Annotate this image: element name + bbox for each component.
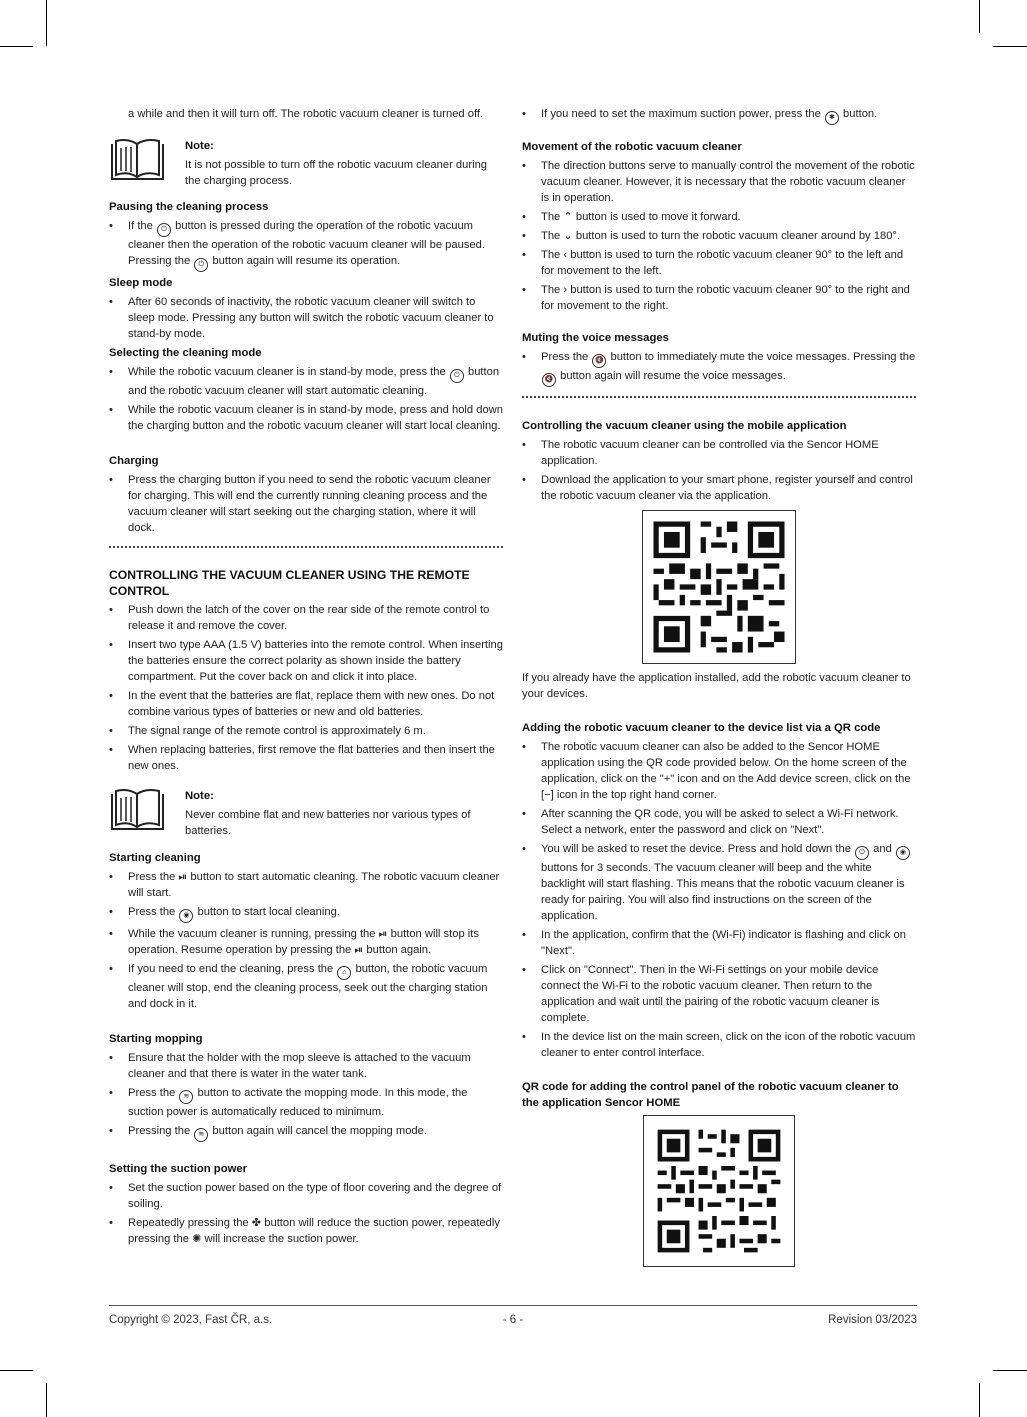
list-item bbox=[109, 294, 503, 342]
crop-mark bbox=[979, 1383, 980, 1417]
left-column bbox=[109, 106, 503, 1250]
list-item-text: Push down the latch of the cover on the rear side of the remote control to release it and remove the cover. bbox=[128, 604, 490, 632]
note-text: Never combine flat and new batteries nor various types of batteries. bbox=[185, 809, 471, 837]
list-item bbox=[522, 806, 916, 838]
section-title: Starting mopping bbox=[109, 1033, 203, 1045]
bullet: • bbox=[109, 604, 113, 616]
bullet: • bbox=[109, 404, 113, 416]
crop-mark bbox=[993, 46, 1027, 47]
bullet: • bbox=[522, 351, 526, 363]
footer-copyright: Copyright © 2023, Fast ČR, a.s. bbox=[109, 1314, 273, 1326]
power-icon: ⏻ bbox=[855, 846, 869, 860]
list-item-text: After scanning the QR code, you will be asked to select a Wi-Fi network. Select a network, enter the password and click on "Next". bbox=[541, 808, 899, 836]
mute-icon: 🔇 bbox=[592, 354, 606, 368]
list-item-text: While the vacuum cleaner is running, pressing the ⏯ button will stop its operation. Resume operation by pressing the ⏯ button again. bbox=[128, 928, 479, 956]
fan-max-icon: ✺ bbox=[192, 1233, 202, 1245]
paragraph-text: If you already have the application installed, add the robotic vacuum cleaner to your devices. bbox=[522, 672, 911, 700]
list-item bbox=[109, 602, 503, 634]
local-clean-icon: ◉ bbox=[179, 909, 193, 923]
list-item bbox=[522, 247, 916, 279]
note-box bbox=[109, 788, 503, 839]
list-item bbox=[109, 472, 503, 536]
bullet: • bbox=[522, 439, 526, 451]
list-item bbox=[522, 927, 916, 959]
bullet: • bbox=[109, 690, 113, 702]
section-title: Selecting the cleaning mode bbox=[109, 347, 262, 359]
section-title: Adding the robotic vacuum cleaner to the device list via a QR code bbox=[522, 722, 881, 734]
bullet: • bbox=[522, 230, 526, 242]
bullet: • bbox=[109, 725, 113, 737]
bullet: • bbox=[109, 639, 113, 651]
bullet: • bbox=[109, 871, 113, 883]
bullet: • bbox=[522, 741, 526, 753]
list-item-text: While the robotic vacuum cleaner is in stand-by mode, press and hold down the charging button and the robotic vacuum cleaner will start local cleaning. bbox=[128, 404, 503, 432]
list-item-text: Set the suction power based on the type of floor covering and the degree of soiling. bbox=[128, 1182, 502, 1210]
qr-code-app[interactable] bbox=[642, 510, 796, 664]
list-item-text: The signal range of the remote control is approximately 6 m. bbox=[128, 725, 426, 737]
section-title: Movement of the robotic vacuum cleaner bbox=[522, 141, 742, 153]
list-item bbox=[109, 1050, 503, 1082]
list-item-text: The ⌃ button is used to move it forward. bbox=[541, 211, 741, 223]
list-item bbox=[522, 472, 916, 504]
bullet: • bbox=[109, 744, 113, 756]
section-title: Charging bbox=[109, 455, 159, 467]
bullet: • bbox=[522, 284, 526, 296]
crop-mark bbox=[46, 0, 47, 46]
list-item-text: The ‹ button is used to turn the robotic vacuum cleaner 90° to the left and for movement to the left. bbox=[541, 249, 904, 277]
list-item bbox=[522, 1029, 916, 1061]
list-item-text: Download the application to your smart phone, register yourself and control the robotic vacuum cleaner via the application. bbox=[541, 474, 913, 502]
crop-mark bbox=[979, 0, 980, 33]
footer-divider bbox=[109, 1305, 917, 1306]
list-item bbox=[522, 282, 916, 314]
mop-icon: ≋ bbox=[179, 1090, 193, 1104]
bullet: • bbox=[522, 160, 526, 172]
crop-mark bbox=[0, 1370, 33, 1371]
bullet: • bbox=[522, 843, 526, 855]
list-item-text: In the event that the batteries are flat, replace them with new ones. Do not combine various types of batteries or new and old batteries. bbox=[128, 690, 495, 718]
list-item bbox=[109, 926, 503, 958]
local-clean-icon: ◉ bbox=[896, 846, 910, 860]
list-item-text: The › button is used to turn the robotic vacuum cleaner 90° to the right and for movement to the right. bbox=[541, 284, 910, 312]
bullet: • bbox=[109, 296, 113, 308]
bullet: • bbox=[109, 1087, 113, 1099]
bullet: • bbox=[109, 366, 113, 378]
list-item bbox=[109, 1180, 503, 1212]
note-title: Note: bbox=[185, 790, 214, 802]
bullet: • bbox=[109, 1125, 113, 1137]
list-item bbox=[109, 402, 503, 434]
list-item-text: The robotic vacuum cleaner can be controlled via the Sencor HOME application. bbox=[541, 439, 879, 467]
list-item: • If the ⏻ button is pressed during the operation of the robotic vacuum cleaner then the operation of the robotic vacuum cleaner will be paused. Pressing the ⏻ button again will resume its operation. bbox=[109, 218, 503, 272]
section-title: Pausing the cleaning process bbox=[109, 201, 269, 213]
list-item: • You will be asked to reset the device. Press and hold down the ⏻ and ◉ buttons for 3 seconds. The vacuum cleaner will beep and the white backlight will start flashing. This means that the robotic vacuum cleaner is ready for pairing. You will also find instructions on the screen of the application. bbox=[522, 841, 916, 924]
bullet: • bbox=[522, 964, 526, 976]
list-item: • Pressing the ≋ button again will cancel the mopping mode. bbox=[109, 1123, 503, 1142]
intro-text: a while and then it will turn off. The robotic vacuum cleaner is turned off. bbox=[128, 108, 484, 120]
list-item-text: The robotic vacuum cleaner can also be added to the Sencor HOME application using the QR code provided below. On the home screen of the application, click on the "+" icon and on the Add device screen, click on the [−] icon in the top right hand corner. bbox=[541, 741, 911, 801]
crop-mark bbox=[0, 46, 33, 47]
list-item bbox=[522, 739, 916, 803]
list-item bbox=[522, 437, 916, 469]
list-item-text: Ensure that the holder with the mop sleeve is attached to the vacuum cleaner and that there is water in the water tank. bbox=[128, 1052, 471, 1080]
note-title: Note: bbox=[185, 140, 214, 152]
bullet: • bbox=[109, 906, 113, 918]
section-title: QR code for adding the control panel of the robotic vacuum cleaner to the application Sencor HOME bbox=[522, 1081, 899, 1109]
bullet: • bbox=[522, 474, 526, 486]
list-item bbox=[109, 742, 503, 774]
bullet: • bbox=[109, 963, 113, 975]
max-suction-icon: ✱ bbox=[825, 111, 839, 125]
list-item: • If you need to set the maximum suction power, press the ✱ button. bbox=[522, 106, 916, 125]
book-icon bbox=[109, 138, 166, 182]
list-item-text: Insert two type AAA (1.5 V) batteries into the remote control. When inserting the batteries ensure the correct polarity as shown inside the battery compartment. Put the cover back on and click it into place. bbox=[128, 639, 503, 683]
list-item bbox=[522, 209, 916, 225]
bullet: • bbox=[109, 220, 113, 232]
right-column bbox=[522, 106, 916, 1267]
qr-code-device[interactable] bbox=[643, 1115, 795, 1267]
list-item-text: Press the charging button if you need to send the robotic vacuum cleaner for charging. This will end the currently running cleaning process and the vacuum cleaner will start seeking out the charging station, where it will dock. bbox=[128, 474, 491, 534]
list-item bbox=[109, 723, 503, 739]
bullet: • bbox=[109, 928, 113, 940]
note-text: It is not possible to turn off the robotic vacuum cleaner during the charging process. bbox=[185, 159, 488, 187]
dotted-divider bbox=[522, 396, 916, 398]
bullet: • bbox=[522, 108, 526, 120]
list-item bbox=[109, 869, 503, 901]
list-item: • Press the ≋ button to activate the mopping mode. In this mode, the suction power is automatically reduced to minimum. bbox=[109, 1087, 468, 1118]
list-item-text: The direction buttons serve to manually control the movement of the robotic vacuum cleaner. However, it is necessary that the robotic vacuum cleaner is in operation. bbox=[541, 160, 915, 204]
bullet: • bbox=[109, 474, 113, 486]
note-box bbox=[109, 138, 503, 189]
list-item-text: When replacing batteries, first remove the flat batteries and then insert the new ones. bbox=[128, 744, 495, 772]
bullet: • bbox=[522, 929, 526, 941]
power-icon: ⏻ bbox=[450, 369, 464, 383]
bullet: • bbox=[109, 1217, 113, 1229]
home-icon: ⌂ bbox=[337, 966, 351, 980]
dotted-divider bbox=[109, 546, 503, 548]
list-item bbox=[522, 158, 916, 206]
bullet: • bbox=[522, 211, 526, 223]
section-title: Controlling the vacuum cleaner using the mobile application bbox=[522, 420, 847, 432]
list-item bbox=[109, 688, 503, 720]
list-item bbox=[522, 962, 916, 1026]
crop-mark bbox=[46, 1383, 47, 1417]
section-heading: CONTROLLING THE VACUUM CLEANER USING THE REMOTE CONTROL bbox=[109, 568, 470, 598]
section-title: Starting cleaning bbox=[109, 852, 201, 864]
book-icon bbox=[109, 788, 166, 832]
section-title: Sleep mode bbox=[109, 277, 173, 289]
bullet: • bbox=[522, 1031, 526, 1043]
bullet: • bbox=[522, 249, 526, 261]
crop-mark bbox=[993, 1370, 1027, 1371]
bullet: • bbox=[522, 808, 526, 820]
mop-icon: ≋ bbox=[194, 1128, 208, 1142]
list-item: • Press the 🔇 button to immediately mute the voice messages. Pressing the 🔇 button again will resume the voice messages. bbox=[522, 349, 916, 387]
bullet: • bbox=[109, 1182, 113, 1194]
list-item-text: Click on "Connect". Then in the Wi-Fi settings on your mobile device connect the Wi-Fi to the robotic vacuum cleaner. Then return to the application and wait until the pairing of the robotic vacuum cleaner is complete. bbox=[541, 964, 880, 1024]
fan-icon: ✤ bbox=[251, 1217, 262, 1229]
list-item-text: In the application, confirm that the (Wi-Fi) indicator is flashing and click on "Next". bbox=[541, 929, 906, 957]
section-title: Setting the suction power bbox=[109, 1163, 248, 1175]
list-item-text: In the device list on the main screen, click on the icon of the robotic vacuum cleaner to enter control interface. bbox=[541, 1031, 916, 1059]
list-item-text: After 60 seconds of inactivity, the robotic vacuum cleaner will switch to sleep mode. Pressing any button will switch the robotic vacuum cleaner to stand-by mode. bbox=[128, 296, 494, 340]
list-item: • While the robotic vacuum cleaner is in stand-by mode, press the ⏻ button and the robotic vacuum cleaner will start automatic cleaning. bbox=[109, 366, 500, 397]
section-title: Muting the voice messages bbox=[522, 332, 669, 344]
list-item bbox=[109, 637, 503, 685]
list-item-text: Press the ⏯ button to start automatic cleaning. The robotic vacuum cleaner will start. bbox=[128, 871, 500, 899]
footer-revision: Revision 03/2023 bbox=[828, 1314, 917, 1326]
page-number: - 6 - bbox=[502, 1314, 524, 1326]
power-icon: ⏻ bbox=[157, 223, 171, 237]
power-icon: ⏻ bbox=[194, 258, 208, 272]
list-item: • Repeatedly pressing the ✤ button will reduce the suction power, repeatedly pressing the ✺ will increase the suction power. bbox=[109, 1217, 500, 1245]
list-item-text: The ⌄ button is used to turn the robotic vacuum cleaner around by 180°. bbox=[541, 230, 901, 242]
list-item: • If you need to end the cleaning, press the ⌂ button, the robotic vacuum cleaner will stop, end the cleaning process, seek out the charging station and dock in it. bbox=[109, 963, 488, 1010]
list-item bbox=[522, 228, 916, 244]
mute-icon: 🔇 bbox=[542, 373, 556, 387]
bullet: • bbox=[109, 1052, 113, 1064]
list-item: • Press the ◉ button to start local cleaning. bbox=[109, 904, 503, 923]
